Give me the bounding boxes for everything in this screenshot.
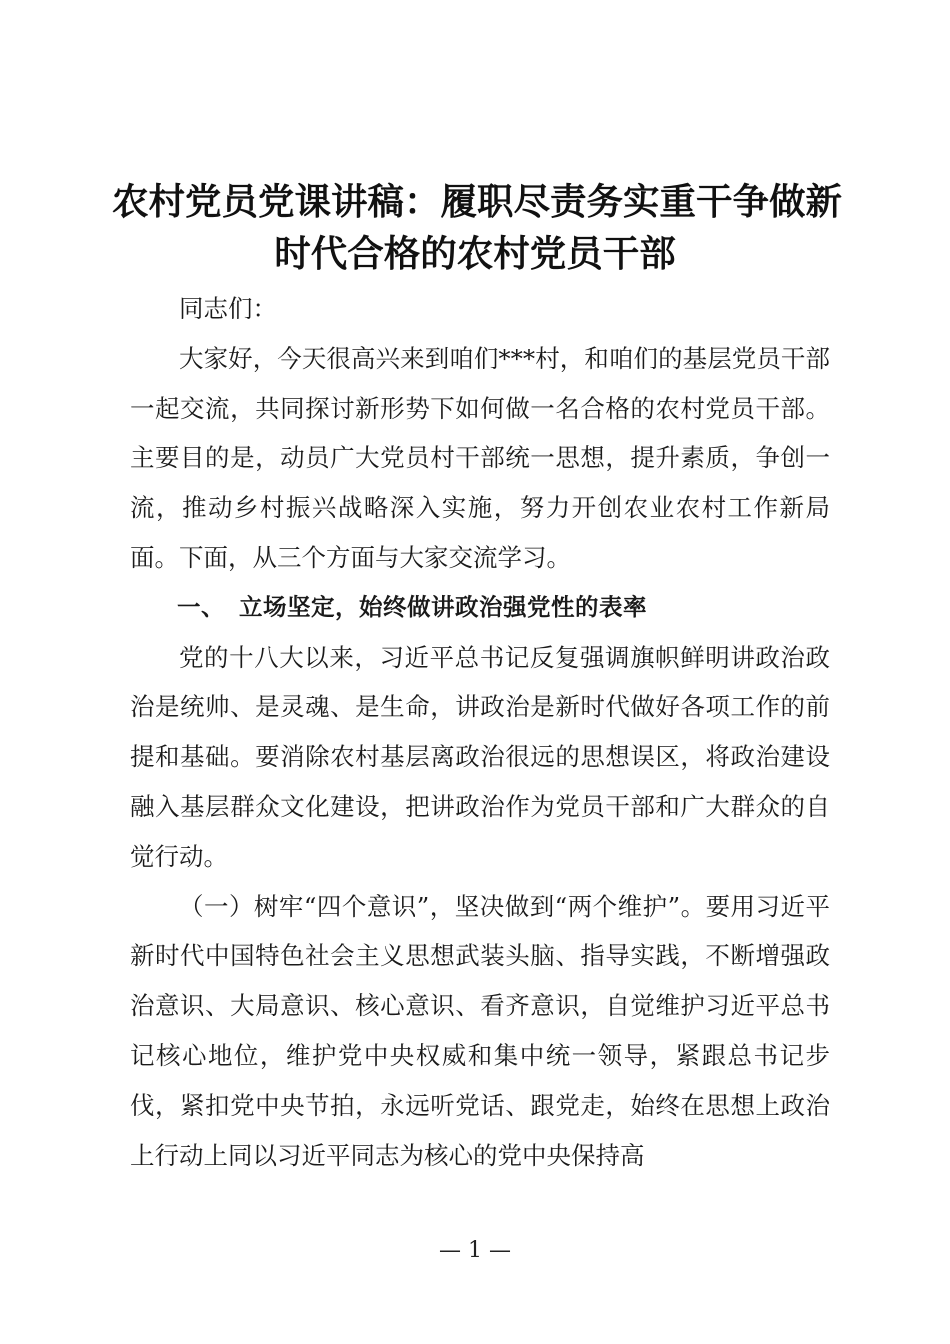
salutation: 同志们：	[179, 294, 277, 323]
document-title	[112, 176, 842, 280]
intro-paragraph: 大家好，今天很高兴来到咱们***村，和咱们的基层党员干部一起交流，共同探讨新形势下如何做一名合格的农村党员干部。主要目的是，动员广大党员村干部统一思想，提升素质，争创一流，推动乡村振兴战略深入实施，努力开创农业农村工作新局面。下面，从三个方面与大家交流学习。	[130, 343, 830, 572]
document-body	[130, 284, 830, 1180]
title-line-2: 时代合格的农村党员干部	[274, 232, 676, 275]
section-title: 立场坚定，始终做讲政治强党性的表率	[239, 592, 647, 621]
section-heading	[130, 583, 830, 633]
subsection-paragraph: （一）树牢“四个意识”，坚决做到“两个维护”。要用习近平新时代中国特色社会主义思想武装头脑、指导实践，不断增强政治意识、大局意识、核心意识、看齐意识，自觉维护习近平总书记核心地位，维护党中央权威和集中统一领导，紧跟总书记步伐，紧扣党中央节拍，永远听党话、跟党走，始终在思想上政治上行动上同以习近平同志为核心的党中央保持高	[130, 891, 830, 1170]
section-number: 一、	[177, 592, 225, 621]
section-paragraph: 党的十八大以来，习近平总书记反复强调旗帜鲜明讲政治政治是统帅、是灵魂、是生命，讲政治是新时代做好各项工作的前提和基础。要消除农村基层离政治很远的思想误区，将政治建设融入基层群众文化建设，把讲政治作为党员干部和广大群众的自觉行动。	[130, 642, 830, 871]
title-line-1: 农村党员党课讲稿：履职尽责务实重干争做新	[112, 180, 842, 223]
page-number: — 1 —	[439, 1238, 511, 1263]
